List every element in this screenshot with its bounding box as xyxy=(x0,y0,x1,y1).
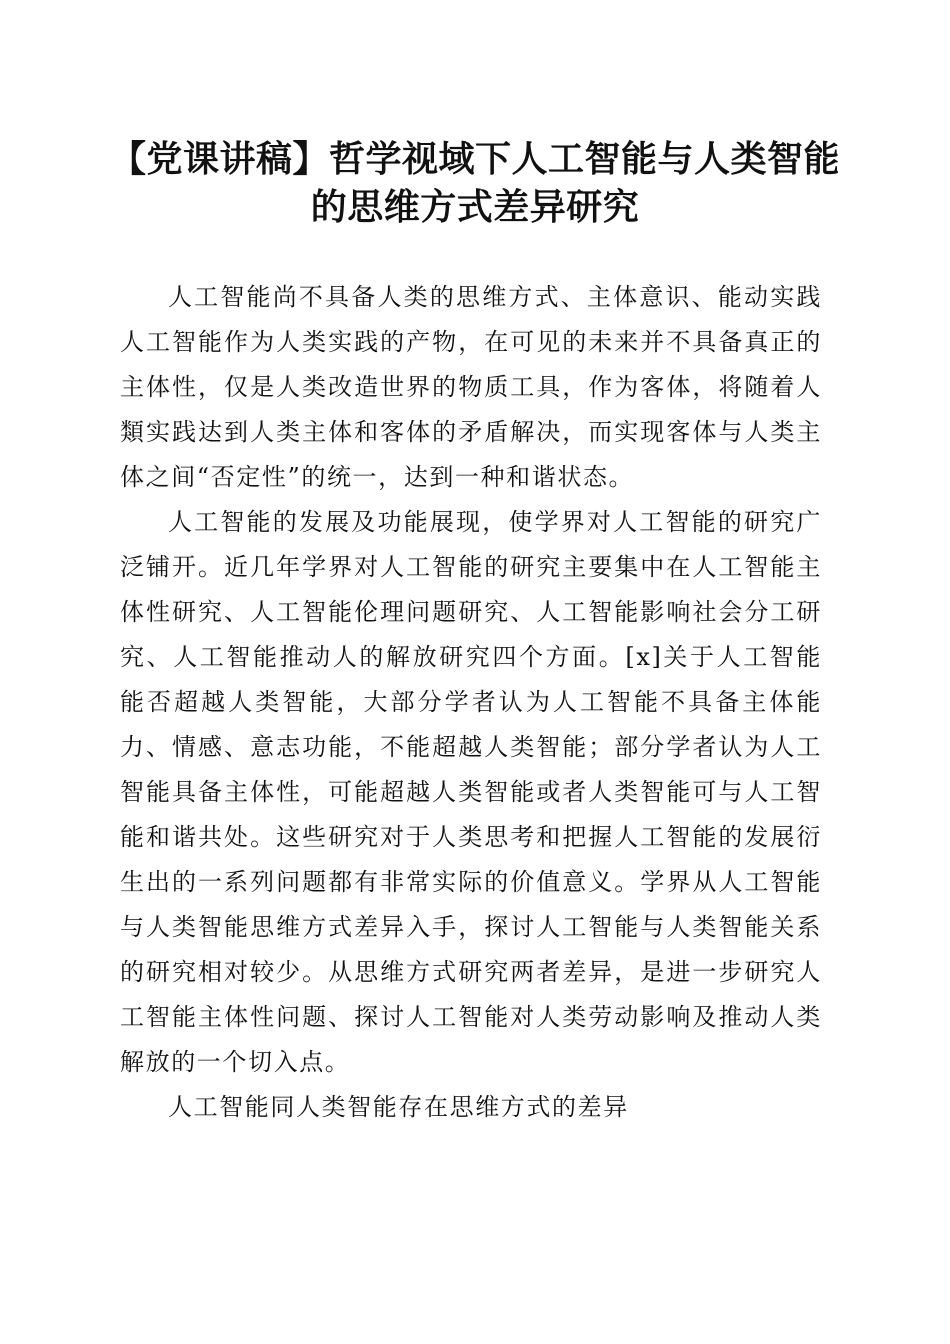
title-line-1: 【党课讲稿】哲学视域下人工智能与人类智能 xyxy=(110,139,841,180)
paragraph-2: 人工智能的发展及功能展现，使学界对人工智能的研究广泛铺开。近几年学界对人工智能的研究主要集中在人工智能主体性研究、人工智能伦理问题研究、人工智能影响社会分工研究、人工智能推动人的解放研究四个方面。[x]关于人工智能能否超越人类智能，大部分学者认为人工智能不具备主体能力、情感、意志功能，不能超越人类智能；部分学者认为人工智能具备主体性，可能超越人类智能或者人类智能可与人工智能和谐共处。这些研究对于人类思考和把握人工智能的发展衍生出的一系列问题都有非常实际的价值意义。学界从人工智能与人类智能思维方式差异入手，探讨人工智能与人类智能关系的研究相对较少。从思维方式研究两者差异，是进一步研究人工智能主体性问题、探讨人工智能对人类劳动影响及推动人类解放的一个切入点。 xyxy=(120,508,822,1076)
title-line-2: 的思维方式差异研究 xyxy=(310,187,640,228)
section-heading: 人工智能同人类智能存在思维方式的差异 xyxy=(168,1093,629,1121)
document-body xyxy=(120,275,822,1130)
document-title xyxy=(110,136,840,232)
paragraph-1: 人工智能尚不具备人类的思维方式、主体意识、能动实践人工智能作为人类实践的产物，在可见的未来并不具备真正的主体性，仅是人类改造世界的物质工具，作为客体，将随着人類实践达到人类主体和客体的矛盾解决，而实现客体与人类主体之间“否定性”的统一，达到一种和谐状态。 xyxy=(120,283,822,491)
